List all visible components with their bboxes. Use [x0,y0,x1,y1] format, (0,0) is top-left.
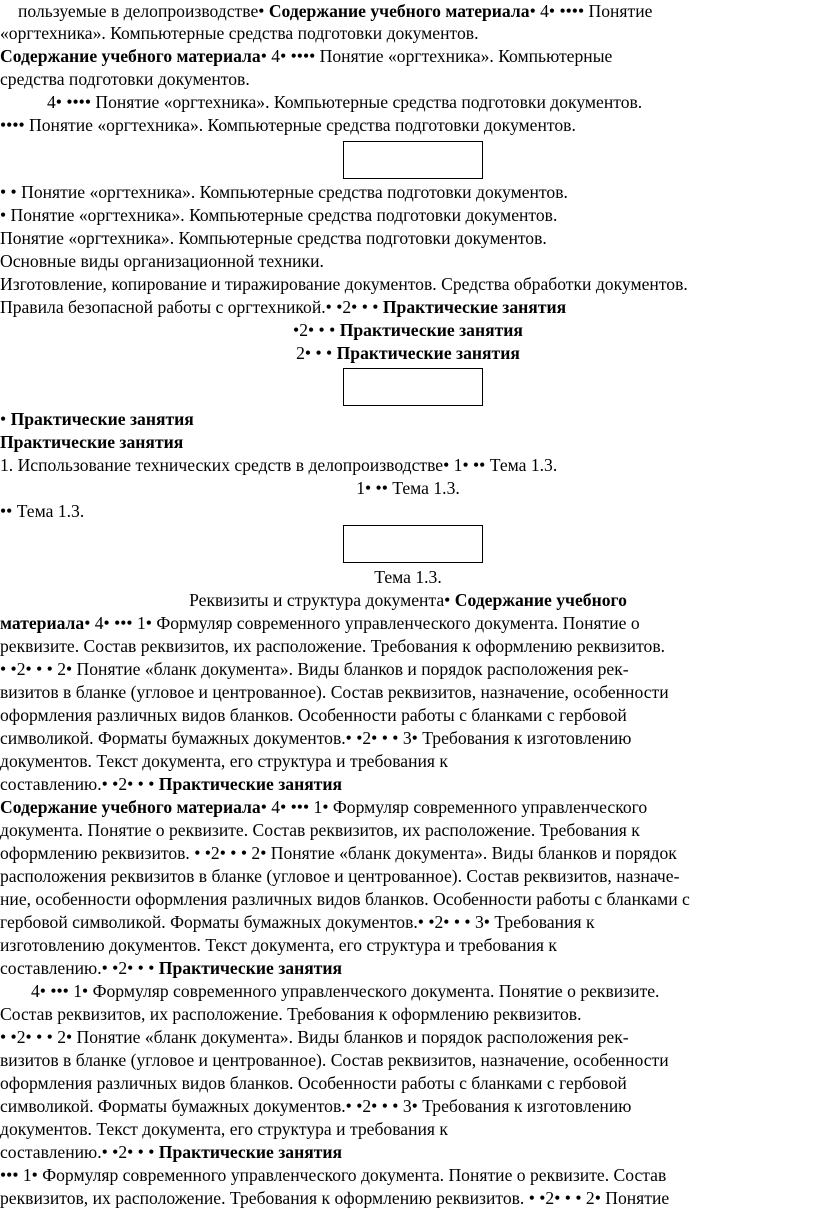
text-line [0,681,816,704]
text-line [0,0,816,23]
text-span: ние, особенности оформления различных видов бланков. Особенности работы с бланками с [0,889,690,909]
text-span: •• Тема 1.3. [0,501,85,521]
text-span: символикой. Форматы бумажных документов.• •2• • • 3• Требования к изготовлению [0,728,632,748]
text-span: пользуемые в делопроизводстве [18,1,259,21]
text-span: •••• Понятие «оргтехника». Компьютерные средства подготовки документов. [0,115,576,135]
bold-text: Практические занятия [158,1142,343,1162]
bold-text: Практические занятия [0,432,184,452]
text-line [0,842,816,865]
text-span: «оргтехника». Компьютерные средства подготовки документов. [0,23,479,43]
text-line [0,1003,816,1026]
text-span: 4• ••• 1• Формуляр современного управленческого документа. Понятие о реквизите. [31,981,660,1001]
text-span: 1. Использование технических средств в делопроизводстве• 1• •• Тема 1.3. [0,455,558,475]
text-line [0,408,816,431]
bold-text: Практические занятия [382,297,567,317]
bold-text: Практические занятия [336,343,520,363]
text-span: составлению.• •2• • • [0,958,159,978]
text-span: • •2• • • 2• Понятие «бланк документа». Виды бланков и порядок расположения рек- [0,659,629,679]
bold-text: Содержание учебного материала [268,1,530,21]
text-span: составлению.• •2• • • [0,774,159,794]
bold-text: Практические занятия [339,320,523,340]
text-span: • 4• ••• 1• Формуляр современного управленческого [260,797,648,817]
text-line [0,204,816,227]
text-span: •2• • • [293,320,340,340]
text-line [0,750,816,773]
bold-text: Практические занятия [158,958,343,978]
text-span: • 4• •••• Понятие «оргтехника». Компьютерные [260,46,613,66]
text-line [0,68,816,91]
text-span: Основные виды организационной техники. [0,251,324,271]
text-line [0,1072,816,1095]
text-line [0,273,816,296]
text-line [0,934,816,957]
text-line [0,45,816,68]
text-line [0,1164,816,1187]
text-span: 4• •••• Понятие «оргтехника». Компьютерные средства подготовки документов. [47,92,643,112]
text-line [0,250,816,273]
text-span: оформления различных видов бланков. Особенности работы с бланками с гербовой [0,705,627,725]
text-line [0,957,816,980]
text-span: • [0,409,11,429]
text-span: • • Понятие «оргтехника». Компьютерные средства подготовки документов. [0,182,568,202]
text-line [0,1187,816,1210]
bold-text: Практические занятия [10,409,194,429]
text-span: • 4• •••• Понятие [529,1,653,21]
text-line [0,1026,816,1049]
text-span: Правила безопасной работы с оргтехникой.• •2• • • [0,297,383,317]
text-line [0,980,816,1003]
text-line [0,114,816,137]
text-span: символикой. Форматы бумажных документов.• •2• • • 3• Требования к изготовлению [0,1096,632,1116]
text-line [0,819,816,842]
text-line [0,635,816,658]
text-span: оформления различных видов бланков. Особенности работы с бланками с гербовой [0,1073,627,1093]
bold-text: материала [0,613,85,633]
bold-text: Практические занятия [158,774,343,794]
text-line [0,22,816,45]
text-line [0,1095,816,1118]
text-line [0,773,816,796]
text-span: 2• • • [296,343,337,363]
text-line [0,181,816,204]
empty-frame [343,368,483,406]
text-line [0,500,816,523]
text-span: составлению.• •2• • • [0,1142,159,1162]
text-line [0,454,816,477]
text-line [0,589,816,612]
text-span: изготовлению документов. Текст документа, его структура и требования к [0,935,557,955]
text-span: расположения реквизитов в бланке (угловое и центрованное). Состав реквизитов, назначе- [0,866,680,886]
text-line [0,865,816,888]
text-span: оформлению реквизитов. • •2• • • 2• Понятие «бланк документа». Виды бланков и порядок [0,843,677,863]
text-span: Понятие «оргтехника». Компьютерные средства подготовки документов. [0,228,547,248]
empty-frame [343,141,483,179]
text-span: 1• •• Тема 1.3. [356,478,460,498]
text-span: реквизитов, их расположение. Требования к оформлению реквизитов. • •2• • • 2• Понятие [0,1188,670,1208]
bold-text: Содержание учебного материала [0,46,261,66]
text-span: документов. Текст документа, его структура и требования к [0,1119,448,1139]
text-span: гербовой символикой. Форматы бумажных документов.• •2• • • 3• Требования к [0,912,595,932]
empty-frame [343,525,483,563]
text-span: • [258,1,269,21]
text-line [0,342,816,365]
bold-text: Содержание учебного материала [0,797,261,817]
text-span: Реквизиты и структура документа• [189,590,455,610]
text-span: документа. Понятие о реквизите. Состав реквизитов, их расположение. Требования к [0,820,640,840]
text-span: визитов в бланке (угловое и центрованное). Состав реквизитов, назначение, особенности [0,1050,669,1070]
text-span: Тема 1.3. [374,567,442,587]
text-line [0,296,816,319]
text-span: • 4• ••• 1• Формуляр современного управленческого документа. Понятие о [84,613,640,633]
text-span: Изготовление, копирование и тиражирование документов. Средства обработки документов. [0,274,688,294]
text-line [0,566,816,589]
text-span: средства подготовки документов. [0,69,250,89]
text-line [0,658,816,681]
text-line [0,704,816,727]
bold-text: Содержание учебного [454,590,627,610]
text-line [0,91,816,114]
text-line [0,1049,816,1072]
text-line [0,431,816,454]
text-line [0,612,816,635]
text-span: визитов в бланке (угловое и центрованное). Состав реквизитов, назначение, особенности [0,682,669,702]
text-line [0,227,816,250]
text-span: ••• 1• Формуляр современного управленческого документа. Понятие о реквизите. Состав [0,1165,667,1185]
text-span: документов. Текст документа, его структура и требования к [0,751,448,771]
text-span: Состав реквизитов, их расположение. Требования к оформлению реквизитов. [0,1004,582,1024]
text-span: реквизите. Состав реквизитов, их расположение. Требования к оформлению реквизитов. [0,636,666,656]
text-line [0,911,816,934]
text-line [0,1118,816,1141]
text-line [0,727,816,750]
text-line [0,477,816,500]
text-span: • Понятие «оргтехника». Компьютерные средства подготовки документов. [0,205,558,225]
text-line [0,319,816,342]
text-line [0,796,816,819]
text-line [0,1141,816,1164]
text-span: • •2• • • 2• Понятие «бланк документа». Виды бланков и порядок расположения рек- [0,1027,629,1047]
text-line [0,888,816,911]
